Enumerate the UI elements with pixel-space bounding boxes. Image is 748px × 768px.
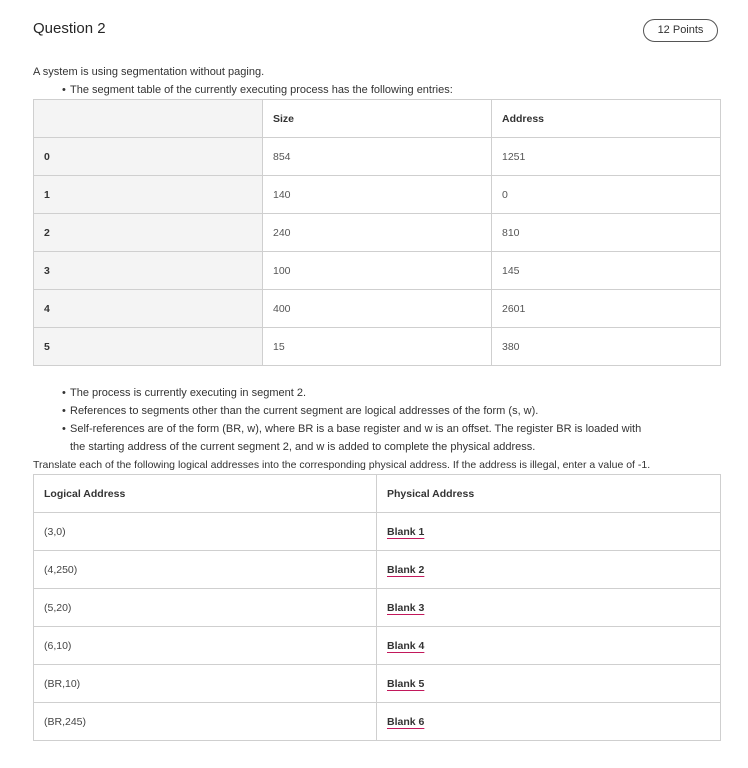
table-row [34,589,721,627]
table-row [34,513,721,551]
bullet-dot-icon: • [62,423,66,435]
segment-table-header [34,100,721,138]
segment-address: 145 [492,252,721,290]
blank-1-field[interactable]: Blank 1 [387,525,425,538]
segment-address: 380 [492,328,721,366]
blank-2-field[interactable]: Blank 2 [387,563,425,576]
physical-address-header: Physical Address [377,475,721,513]
size-header: Size [263,100,492,138]
blank-6-field[interactable]: Blank 6 [387,715,425,728]
table-row [34,551,721,589]
segment-size: 15 [263,328,492,366]
blank-3-field[interactable]: Blank 3 [387,601,425,614]
logical-address: (4,250) [34,551,377,589]
note-bullet-text: Self-references are of the form (BR, w), where BR is a base register and w is an offset. The register BR is loaded with [70,423,642,435]
table-row [34,703,721,741]
segment-address: 1251 [492,138,721,176]
table-row [34,290,721,328]
note-continuation: the starting address of the current segment 2, and w is added to complete the physical address. [70,441,536,453]
translation-table [33,474,721,741]
table-row [34,176,721,214]
physical-address-cell [377,551,721,589]
note-bullet-text: References to segments other than the current segment are logical addresses of the form (s, w). [70,405,539,417]
segment-number: 5 [34,328,263,366]
physical-address-cell [377,627,721,665]
segment-address: 810 [492,214,721,252]
logical-address: (5,20) [34,589,377,627]
intro-bullet-text: The segment table of the currently executing process has the following entries: [70,84,453,96]
logical-address: (BR,245) [34,703,377,741]
physical-address-cell [377,513,721,551]
table-row [34,252,721,290]
note-bullet [62,387,306,399]
segment-number: 3 [34,252,263,290]
bullet-dot-icon: • [62,387,66,399]
bullet-dot-icon: • [62,405,66,417]
bullet-dot-icon: • [62,84,66,96]
segment-number: 0 [34,138,263,176]
physical-address-cell [377,589,721,627]
logical-address: (6,10) [34,627,377,665]
segment-number: 2 [34,214,263,252]
segment-size: 140 [263,176,492,214]
table-row [34,214,721,252]
intro-text: A system is using segmentation without paging. [33,66,265,78]
blank-5-field[interactable]: Blank 5 [387,677,425,690]
note-bullet-text: The process is currently executing in segment 2. [70,387,307,399]
logical-address: (3,0) [34,513,377,551]
segment-size: 400 [263,290,492,328]
segment-size: 854 [263,138,492,176]
segment-number: 1 [34,176,263,214]
question-title: Question 2 [33,20,106,37]
intro-bullet [62,84,453,96]
segment-address: 0 [492,176,721,214]
instruction-text: Translate each of the following logical addresses into the corresponding physical address. If the address is illegal, enter a value of -1. [33,459,651,471]
logical-address-header: Logical Address [34,475,377,513]
physical-address-cell [377,703,721,741]
note-bullet [62,423,641,435]
segment-number: 4 [34,290,263,328]
table-row [34,665,721,703]
note-bullet [62,405,538,417]
physical-address-cell [377,665,721,703]
table-row [34,627,721,665]
segment-size: 100 [263,252,492,290]
points-badge: 12 Points [643,19,718,42]
segment-size: 240 [263,214,492,252]
segment-table [33,99,721,366]
address-header: Address [492,100,721,138]
translation-table-header [34,475,721,513]
segment-address: 2601 [492,290,721,328]
blank-4-field[interactable]: Blank 4 [387,639,425,652]
segment-header-blank [34,100,263,138]
table-row [34,138,721,176]
logical-address: (BR,10) [34,665,377,703]
table-row [34,328,721,366]
